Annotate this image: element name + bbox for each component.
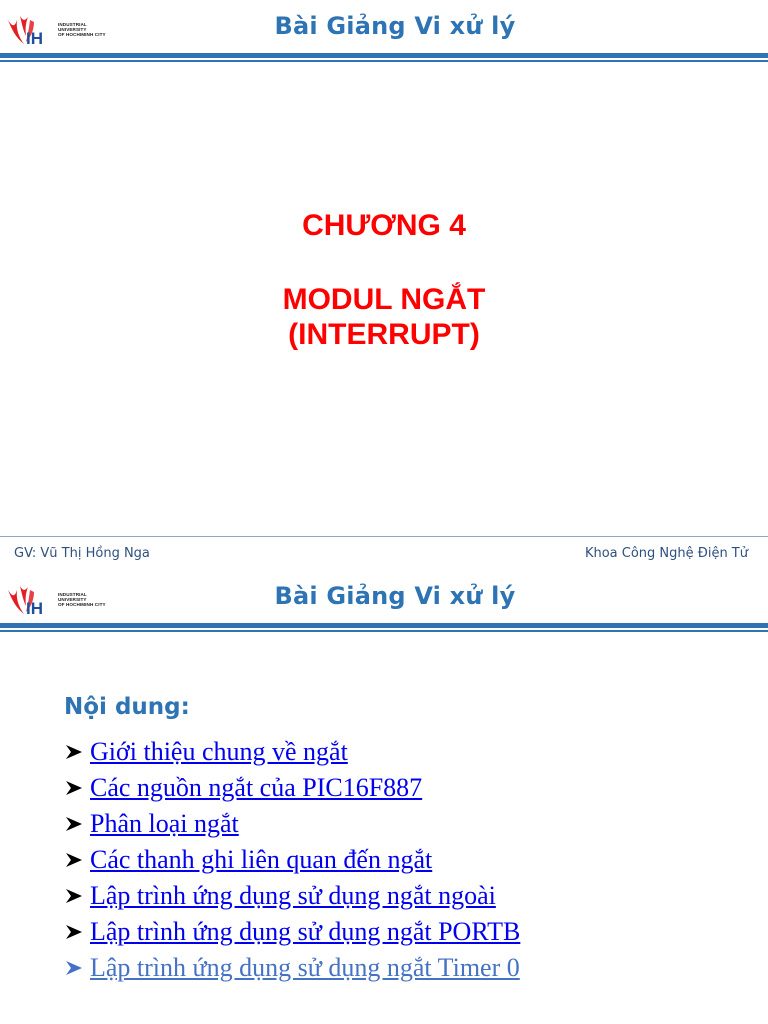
iuh-logo-icon xyxy=(4,12,58,50)
chapter-number: CHƯƠNG 4 xyxy=(302,209,466,242)
header-rule-thick xyxy=(0,53,768,58)
logo-text: INDUSTRIAL UNIVERSITY OF HOCHIMINH CITY xyxy=(58,592,106,608)
footer-rule xyxy=(0,536,768,537)
svg-text:IH: IH xyxy=(26,599,43,618)
header-title: Bài Giảng Vi xử lý xyxy=(274,12,516,40)
toc-link-classification[interactable]: Phân loại ngắt xyxy=(90,809,239,838)
toc-link-portb-interrupt[interactable]: Lập trình ứng dụng sử dụng ngắt PORTB xyxy=(90,917,521,946)
university-logo xyxy=(4,12,114,50)
chapter-title-line1: MODUL NGẮT xyxy=(282,283,486,316)
contents-heading: Nội dung: xyxy=(64,694,190,720)
arrow-bullet-icon xyxy=(64,923,90,941)
footer-faculty: Khoa Công Nghệ Điện Tử xyxy=(584,546,748,561)
toc-link-intro[interactable]: Giới thiệu chung về ngắt xyxy=(90,737,348,766)
university-logo xyxy=(4,582,114,620)
list-item xyxy=(64,914,754,950)
arrow-bullet-icon xyxy=(64,779,90,797)
slide-header xyxy=(0,570,768,640)
slide-header xyxy=(0,0,768,70)
arrow-bullet-icon xyxy=(64,815,90,833)
arrow-bullet-icon xyxy=(64,743,90,761)
toc-link-sources[interactable]: Các nguồn ngắt của PIC16F887 xyxy=(90,773,423,802)
chapter-title-line2: (INTERRUPT) xyxy=(288,318,480,351)
chapter-title xyxy=(0,282,768,352)
footer-lecturer: GV: Vũ Thị Hồng Nga xyxy=(14,546,150,561)
arrow-bullet-icon xyxy=(64,851,90,869)
header-rule-thin xyxy=(0,630,768,632)
slide-contents xyxy=(0,570,768,1024)
toc-link-external-interrupt[interactable]: Lập trình ứng dụng sử dụng ngắt ngoài xyxy=(90,881,496,910)
header-title: Bài Giảng Vi xử lý xyxy=(274,582,516,610)
svg-text:IH: IH xyxy=(26,29,43,48)
header-rule-thin xyxy=(0,60,768,62)
list-item xyxy=(64,734,754,770)
list-item xyxy=(64,770,754,806)
toc-link-registers[interactable]: Các thanh ghi liên quan đến ngắt xyxy=(90,845,433,874)
toc-link-timer0-interrupt[interactable]: Lập trình ứng dụng sử dụng ngắt Timer 0 xyxy=(90,953,520,982)
arrow-bullet-icon xyxy=(64,887,90,905)
list-item xyxy=(64,878,754,914)
contents-list xyxy=(64,734,754,986)
list-item xyxy=(64,806,754,842)
list-item xyxy=(64,950,754,986)
logo-text: INDUSTRIAL UNIVERSITY OF HOCHIMINH CITY xyxy=(58,22,106,38)
header-rule-thick xyxy=(0,623,768,628)
iuh-logo-icon xyxy=(4,582,58,620)
list-item xyxy=(64,842,754,878)
arrow-bullet-icon xyxy=(64,959,90,977)
